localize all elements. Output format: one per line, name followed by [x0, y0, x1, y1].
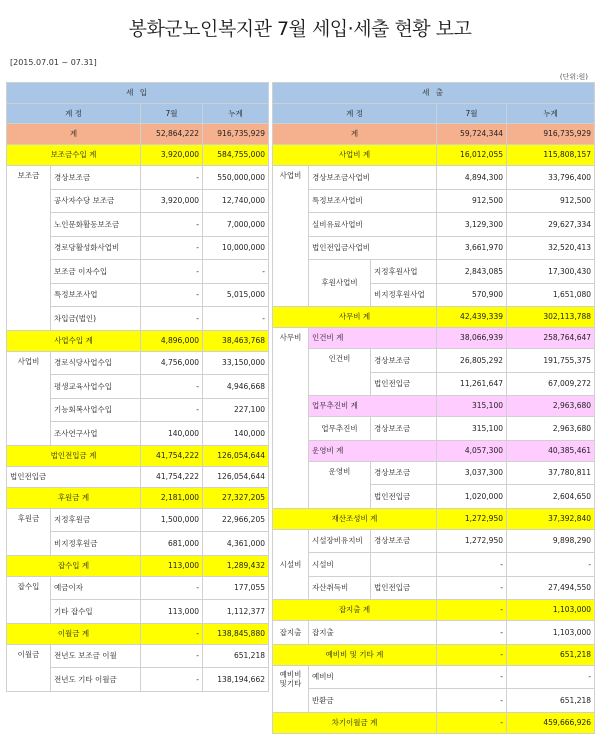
subsidy-group-label: 보조금: [7, 166, 51, 331]
table-row: [273, 689, 595, 713]
table-row: [273, 553, 595, 577]
personnel-label: 인건비: [309, 349, 371, 396]
reserve-total-label: 예비비 및 기타 계: [273, 644, 437, 665]
row-month: -: [141, 576, 203, 600]
row-cum: 177,055: [203, 576, 269, 600]
row-cum: 227,100: [203, 398, 269, 422]
income-col-cumulative: 누계: [203, 104, 269, 124]
project-total-row: [273, 145, 595, 166]
duty-total-row: [273, 396, 595, 417]
duty-label: 업무추진비: [309, 417, 371, 441]
expense-total-month: 59,724,344: [437, 124, 507, 145]
donation-total-cum: 27,327,205: [203, 487, 269, 508]
row-cum: 33,796,400: [507, 166, 595, 190]
row-cum: 126,054,644: [203, 466, 269, 487]
row-label: 특정보조사업: [51, 283, 141, 307]
ops-total-row: [273, 440, 595, 461]
row-label: 반환금: [309, 689, 437, 713]
donation-group-label: 후원금: [7, 508, 51, 555]
row-cum: 27,494,550: [507, 576, 595, 600]
row-cum: 912,500: [507, 189, 595, 213]
row-cum: 7,000,000: [203, 213, 269, 237]
row-label: 전년도 보조금 이월: [51, 644, 141, 668]
row-cum: 9,898,290: [507, 529, 595, 553]
row-cum: 2,963,680: [507, 417, 595, 441]
expense-header: 세 출: [273, 83, 595, 104]
page-title: 봉화군노인복지관 7월 세입·세출 현황 보고: [128, 18, 472, 40]
asset-sub3-label: 자산취득비: [309, 576, 371, 600]
row-label: [371, 553, 437, 577]
row-label: 지정후원금: [51, 508, 141, 532]
income-table: [6, 82, 269, 692]
row-label: 잡지출: [309, 621, 437, 645]
asset-sub1-label: 시설장비유지비: [309, 529, 371, 553]
donation-total-row: [7, 487, 269, 508]
misc-expense-total-month: -: [437, 600, 507, 621]
row-label: 경로식당사업수입: [51, 351, 141, 375]
income-col-account: 계 정: [7, 104, 141, 124]
row-cum: 17,300,430: [507, 260, 595, 284]
carry-income-total-label: 이월금 계: [7, 623, 141, 644]
row-cum: -: [507, 665, 595, 689]
row-cum: 5,015,000: [203, 283, 269, 307]
row-label: 특정보조사업비: [309, 189, 437, 213]
income-column-row: [7, 104, 269, 124]
subsidy-total-month: 3,920,000: [141, 145, 203, 166]
row-cum: 12,740,000: [203, 189, 269, 213]
table-row: [7, 508, 269, 532]
misc-income-total-month: 113,000: [141, 555, 203, 576]
row-label: 경상보조금: [371, 461, 437, 485]
row-cum: 4,946,668: [203, 375, 269, 399]
project-total-cum: 115,808,157: [507, 145, 595, 166]
row-month: 3,129,300: [437, 213, 507, 237]
expense-total-label: 계: [273, 124, 437, 145]
carry-income-total-cum: 138,845,880: [203, 623, 269, 644]
misc-income-total-row: [7, 555, 269, 576]
corp-total-cum: 126,054,644: [203, 445, 269, 466]
row-cum: 651,218: [203, 644, 269, 668]
row-cum: -: [203, 260, 269, 284]
table-row: [273, 349, 595, 373]
business-total-cum: 38,463,768: [203, 330, 269, 351]
unit-label: (단위:원): [559, 73, 588, 81]
income-total-row: [7, 124, 269, 145]
asset-group-label: 시설비: [273, 529, 309, 600]
row-label: 경상보조금: [371, 529, 437, 553]
office-total-month: 42,439,339: [437, 307, 507, 328]
table-row: [7, 166, 269, 190]
misc-expense-total-cum: 1,103,000: [507, 600, 595, 621]
row-label: 비지정후원사업: [371, 283, 437, 307]
table-row: [273, 665, 595, 689]
row-cum: 191,755,375: [507, 349, 595, 373]
donation-total-label: 후원금 계: [7, 487, 141, 508]
row-month: -: [141, 213, 203, 237]
subsidy-total-label: 보조금수입 계: [7, 145, 141, 166]
row-label: 법인전입금: [371, 576, 437, 600]
report-sheet: [6, 82, 594, 740]
table-row: [273, 461, 595, 485]
row-cum: 10,000,000: [203, 236, 269, 260]
table-row: [273, 529, 595, 553]
carry-income-group-label: 이월금: [7, 644, 51, 691]
row-cum: 138,194,662: [203, 668, 269, 692]
income-header: 세 입: [7, 83, 269, 104]
row-cum: 4,361,000: [203, 532, 269, 556]
donation-total-month: 2,181,000: [141, 487, 203, 508]
row-month: 4,894,300: [437, 166, 507, 190]
row-cum: -: [507, 553, 595, 577]
row-month: -: [437, 621, 507, 645]
report-period: [2015.07.01 ~ 07.31]: [10, 58, 97, 67]
corp-total-month: 41,754,222: [141, 445, 203, 466]
row-label: 법인전입금: [7, 466, 141, 487]
row-label: 기타 잡수입: [51, 600, 141, 624]
project-total-month: 16,012,055: [437, 145, 507, 166]
carry-income-total-month: -: [141, 623, 203, 644]
asset-total-cum: 37,392,840: [507, 508, 595, 529]
income-total-month: 52,864,222: [141, 124, 203, 145]
income-header-row: [7, 83, 269, 104]
row-month: 3,661,970: [437, 236, 507, 260]
reserve-total-row: [273, 644, 595, 665]
row-month: 26,805,292: [437, 349, 507, 373]
row-month: -: [437, 553, 507, 577]
row-label: 지정후원사업: [371, 260, 437, 284]
row-month: -: [141, 307, 203, 331]
business-total-row: [7, 330, 269, 351]
row-cum: 67,009,272: [507, 372, 595, 396]
row-cum: 1,103,000: [507, 621, 595, 645]
misc-income-total-label: 잡수입 계: [7, 555, 141, 576]
table-row: [7, 466, 269, 487]
row-label: 평생교육사업수입: [51, 375, 141, 399]
corp-total-row: [7, 445, 269, 466]
subsidy-total-cum: 584,755,000: [203, 145, 269, 166]
row-label: 예비비: [309, 665, 437, 689]
row-month: 11,261,647: [437, 372, 507, 396]
row-month: 3,037,300: [437, 461, 507, 485]
carry-expense-total-month: -: [437, 712, 507, 733]
row-month: -: [437, 689, 507, 713]
row-month: -: [141, 668, 203, 692]
row-month: 140,000: [141, 422, 203, 446]
table-row: [273, 260, 595, 284]
row-month: 570,900: [437, 283, 507, 307]
project-group-label: 사업비: [273, 166, 309, 307]
row-label: 경상보조금: [51, 166, 141, 190]
row-month: 1,272,950: [437, 529, 507, 553]
row-month: 681,000: [141, 532, 203, 556]
corp-total-label: 법인전입금 계: [7, 445, 141, 466]
table-row: [273, 236, 595, 260]
row-cum: 29,627,334: [507, 213, 595, 237]
income-col-month: 7월: [141, 104, 203, 124]
row-month: 315,100: [437, 417, 507, 441]
row-month: 41,754,222: [141, 466, 203, 487]
expense-table: [272, 82, 595, 734]
misc-income-group-label: 잡수입: [7, 576, 51, 623]
row-month: 2,843,085: [437, 260, 507, 284]
table-row: [273, 213, 595, 237]
row-month: 1,500,000: [141, 508, 203, 532]
row-cum: 651,218: [507, 689, 595, 713]
table-row: [7, 351, 269, 375]
row-month: 113,000: [141, 600, 203, 624]
reserve-total-month: -: [437, 644, 507, 665]
misc-expense-total-label: 잡지출 계: [273, 600, 437, 621]
row-month: -: [141, 260, 203, 284]
office-total-label: 사무비 계: [273, 307, 437, 328]
row-label: 법인전입금: [371, 372, 437, 396]
row-month: -: [437, 576, 507, 600]
subsidy-total-row: [7, 145, 269, 166]
business-total-month: 4,896,000: [141, 330, 203, 351]
expense-total-cum: 916,735,929: [507, 124, 595, 145]
table-row: [273, 621, 595, 645]
business-total-label: 사업수입 계: [7, 330, 141, 351]
expense-col-account: 계 정: [273, 104, 437, 124]
row-month: -: [141, 236, 203, 260]
carry-expense-total-label: 차기이월금 계: [273, 712, 437, 733]
duty-total-cum: 2,963,680: [507, 396, 595, 417]
row-cum: 1,651,080: [507, 283, 595, 307]
row-month: -: [141, 283, 203, 307]
misc-expense-group-label: 잡지출: [273, 621, 309, 645]
expense-header-row: [273, 83, 595, 104]
row-cum: 37,780,811: [507, 461, 595, 485]
personnel-total-month: 38,066,939: [437, 328, 507, 349]
table-row: [273, 189, 595, 213]
misc-income-total-cum: 1,289,432: [203, 555, 269, 576]
row-label: 비지정후원금: [51, 532, 141, 556]
ops-label: 운영비: [309, 461, 371, 508]
row-label: 경상보조금: [371, 417, 437, 441]
row-month: 3,920,000: [141, 189, 203, 213]
row-month: -: [437, 665, 507, 689]
ops-total-cum: 40,385,461: [507, 440, 595, 461]
asset-sub2-label: 시설비: [309, 553, 371, 577]
row-label: 기능회복사업수입: [51, 398, 141, 422]
row-label: 법인전입금: [371, 485, 437, 509]
row-month: 1,020,000: [437, 485, 507, 509]
carry-income-total-row: [7, 623, 269, 644]
row-label: 전년도 기타 이월금: [51, 668, 141, 692]
row-label: 경상보조금사업비: [309, 166, 437, 190]
misc-expense-total-row: [273, 600, 595, 621]
row-cum: -: [203, 307, 269, 331]
row-label: 노인문화활동보조금: [51, 213, 141, 237]
row-cum: 550,000,000: [203, 166, 269, 190]
row-cum: 1,112,377: [203, 600, 269, 624]
ops-total-month: 4,057,300: [437, 440, 507, 461]
row-cum: 32,520,413: [507, 236, 595, 260]
table-row: [273, 576, 595, 600]
row-cum: 140,000: [203, 422, 269, 446]
table-row: [273, 166, 595, 190]
row-label: 예금이자: [51, 576, 141, 600]
office-total-cum: 302,113,788: [507, 307, 595, 328]
row-cum: 22,966,205: [203, 508, 269, 532]
table-row: [7, 576, 269, 600]
row-label: 경상보조금: [371, 349, 437, 373]
personnel-total-row: [273, 328, 595, 349]
row-month: -: [141, 398, 203, 422]
asset-total-label: 재산조성비 계: [273, 508, 437, 529]
reserve-total-cum: 651,218: [507, 644, 595, 665]
row-cum: 2,604,650: [507, 485, 595, 509]
row-month: -: [141, 166, 203, 190]
expense-total-row: [273, 124, 595, 145]
row-month: 912,500: [437, 189, 507, 213]
row-label: 보조금 이자수입: [51, 260, 141, 284]
asset-total-row: [273, 508, 595, 529]
business-group-label: 사업비: [7, 351, 51, 445]
row-label: 실비유료사업비: [309, 213, 437, 237]
row-label: 경로당활성화사업비: [51, 236, 141, 260]
expense-column-row: [273, 104, 595, 124]
row-month: -: [141, 644, 203, 668]
row-cum: 33,150,000: [203, 351, 269, 375]
carry-expense-total-row: [273, 712, 595, 733]
ops-total-label: 운영비 계: [309, 440, 437, 461]
project-total-label: 사업비 계: [273, 145, 437, 166]
personnel-total-cum: 258,764,647: [507, 328, 595, 349]
office-group-label: 사무비: [273, 328, 309, 509]
personnel-total-label: 인건비 계: [309, 328, 437, 349]
table-row: [7, 644, 269, 668]
carry-expense-total-cum: 459,666,926: [507, 712, 595, 733]
row-month: -: [141, 375, 203, 399]
duty-total-month: 315,100: [437, 396, 507, 417]
row-label: 공사자수당 보조금: [51, 189, 141, 213]
income-total-label: 계: [7, 124, 141, 145]
row-label: 법인전입금사업비: [309, 236, 437, 260]
office-total-row: [273, 307, 595, 328]
asset-total-month: 1,272,950: [437, 508, 507, 529]
expense-col-cumulative: 누계: [507, 104, 595, 124]
duty-total-label: 업무추진비 계: [309, 396, 437, 417]
expense-col-month: 7월: [437, 104, 507, 124]
row-label: 조사연구사업: [51, 422, 141, 446]
project-donation-label: 후원사업비: [309, 260, 371, 307]
row-month: 4,756,000: [141, 351, 203, 375]
row-label: 차입금(법인): [51, 307, 141, 331]
income-total-cum: 916,735,929: [203, 124, 269, 145]
table-row: [273, 417, 595, 441]
reserve-group-label: 예비비 및기타: [273, 665, 309, 712]
